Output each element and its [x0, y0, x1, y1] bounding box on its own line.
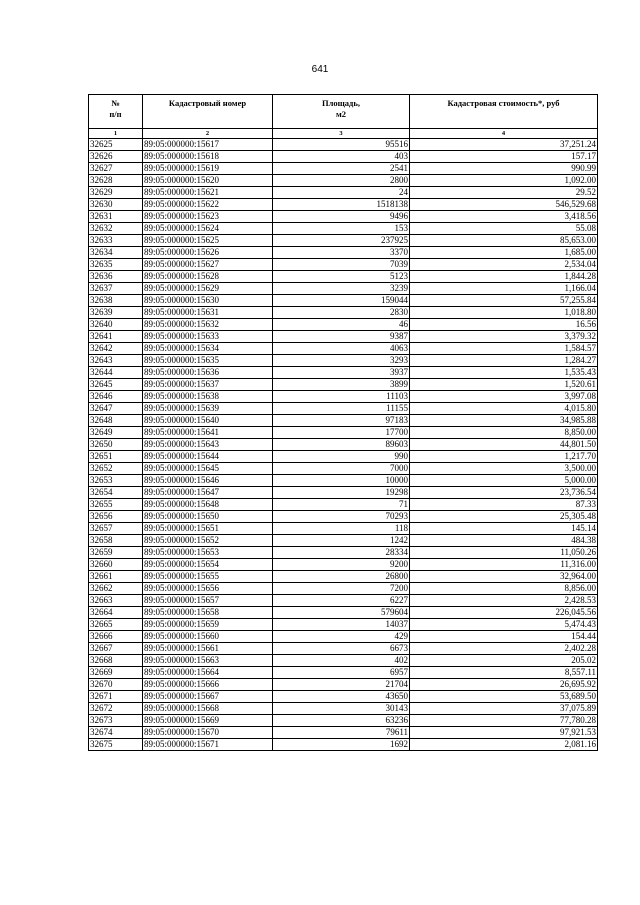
cadastral-value-cell: 1,685.00 — [410, 247, 598, 259]
cadastral-number-cell: 89:05:000000:15655 — [143, 571, 273, 583]
cadastral-number-cell: 89:05:000000:15657 — [143, 595, 273, 607]
row-number-cell: 32630 — [89, 199, 143, 211]
cadastral-value-cell: 16.56 — [410, 319, 598, 331]
table-row — [89, 235, 598, 247]
table-row — [89, 679, 598, 691]
row-number-cell: 32634 — [89, 247, 143, 259]
row-number-cell: 32668 — [89, 655, 143, 667]
row-number-cell: 32649 — [89, 427, 143, 439]
cadastral-value-cell: 154.44 — [410, 631, 598, 643]
cadastral-number-cell: 89:05:000000:15654 — [143, 559, 273, 571]
table-row — [89, 199, 598, 211]
table-header — [89, 95, 598, 139]
row-number-cell: 32673 — [89, 715, 143, 727]
table-row — [89, 511, 598, 523]
row-number-cell: 32637 — [89, 283, 143, 295]
cadastral-value-cell: 3,379.32 — [410, 331, 598, 343]
cadastral-value-cell: 1,092.00 — [410, 175, 598, 187]
cadastral-number-cell: 89:05:000000:15630 — [143, 295, 273, 307]
row-number-cell: 32664 — [89, 607, 143, 619]
cadastral-value-cell: 37,251.24 — [410, 139, 598, 151]
cadastral-value-cell: 23,736.54 — [410, 487, 598, 499]
table-row — [89, 691, 598, 703]
row-number-cell: 32640 — [89, 319, 143, 331]
area-cell: 2800 — [273, 175, 410, 187]
cadastral-value-cell: 3,418.56 — [410, 211, 598, 223]
row-number-cell: 32647 — [89, 403, 143, 415]
cadastral-number-cell: 89:05:000000:15666 — [143, 679, 273, 691]
area-cell: 70293 — [273, 511, 410, 523]
cadastral-value-cell: 5,474.43 — [410, 619, 598, 631]
table-row — [89, 703, 598, 715]
row-number-cell: 32629 — [89, 187, 143, 199]
table-row — [89, 667, 598, 679]
header-cadastral-number-label: Кадастровый номер — [168, 98, 247, 108]
area-cell: 30143 — [273, 703, 410, 715]
area-cell: 7000 — [273, 463, 410, 475]
row-number-cell: 32644 — [89, 367, 143, 379]
cadastral-value-cell: 5,000.00 — [410, 475, 598, 487]
row-number-cell: 32655 — [89, 499, 143, 511]
table-row — [89, 535, 598, 547]
cadastral-number-cell: 89:05:000000:15664 — [143, 667, 273, 679]
cadastral-number-cell: 89:05:000000:15624 — [143, 223, 273, 235]
header-row-number — [89, 95, 143, 129]
row-number-cell: 32667 — [89, 643, 143, 655]
table-row — [89, 463, 598, 475]
area-cell: 159044 — [273, 295, 410, 307]
cadastral-number-cell: 89:05:000000:15640 — [143, 415, 273, 427]
area-cell: 9387 — [273, 331, 410, 343]
header-row — [89, 95, 598, 129]
area-cell: 17700 — [273, 427, 410, 439]
table-row — [89, 727, 598, 739]
table-row — [89, 547, 598, 559]
table-row — [89, 307, 598, 319]
cadastral-number-cell: 89:05:000000:15626 — [143, 247, 273, 259]
cadastral-value-cell: 44,801.50 — [410, 439, 598, 451]
area-cell: 6957 — [273, 667, 410, 679]
cadastral-number-cell: 89:05:000000:15659 — [143, 619, 273, 631]
area-cell: 6673 — [273, 643, 410, 655]
cadastral-number-cell: 89:05:000000:15670 — [143, 727, 273, 739]
row-number-cell: 32674 — [89, 727, 143, 739]
row-number-cell: 32671 — [89, 691, 143, 703]
area-cell: 7039 — [273, 259, 410, 271]
row-number-cell: 32660 — [89, 559, 143, 571]
area-cell: 26800 — [273, 571, 410, 583]
row-number-cell: 32641 — [89, 331, 143, 343]
row-number-cell: 32646 — [89, 391, 143, 403]
cadastral-number-cell: 89:05:000000:15658 — [143, 607, 273, 619]
cadastral-number-cell: 89:05:000000:15653 — [143, 547, 273, 559]
area-cell: 19298 — [273, 487, 410, 499]
area-cell: 4063 — [273, 343, 410, 355]
area-cell: 1242 — [273, 535, 410, 547]
cadastral-number-cell: 89:05:000000:15646 — [143, 475, 273, 487]
cadastral-number-cell: 89:05:000000:15629 — [143, 283, 273, 295]
row-number-cell: 32636 — [89, 271, 143, 283]
column-number-row — [89, 129, 598, 139]
row-number-cell: 32661 — [89, 571, 143, 583]
column-number: 3 — [273, 129, 410, 139]
area-cell: 10000 — [273, 475, 410, 487]
area-cell: 403 — [273, 151, 410, 163]
table-body — [89, 139, 598, 751]
row-number-cell: 32648 — [89, 415, 143, 427]
area-cell: 9200 — [273, 559, 410, 571]
area-cell: 3899 — [273, 379, 410, 391]
cadastral-value-cell: 77,780.28 — [410, 715, 598, 727]
table-row — [89, 343, 598, 355]
cadastral-value-cell: 1,217.70 — [410, 451, 598, 463]
row-number-cell: 32645 — [89, 379, 143, 391]
header-row-number-abbr: п/п — [109, 109, 122, 119]
cadastral-number-cell: 89:05:000000:15639 — [143, 403, 273, 415]
cadastral-value-cell: 990.99 — [410, 163, 598, 175]
row-number-cell: 32650 — [89, 439, 143, 451]
row-number-cell: 32632 — [89, 223, 143, 235]
cadastral-value-cell: 205.02 — [410, 655, 598, 667]
row-number-cell: 32639 — [89, 307, 143, 319]
cadastral-number-cell: 89:05:000000:15643 — [143, 439, 273, 451]
row-number-cell: 32659 — [89, 547, 143, 559]
area-cell: 5123 — [273, 271, 410, 283]
table-row — [89, 223, 598, 235]
area-cell: 3937 — [273, 367, 410, 379]
row-number-cell: 32662 — [89, 583, 143, 595]
cadastral-number-cell: 89:05:000000:15668 — [143, 703, 273, 715]
cadastral-number-cell: 89:05:000000:15633 — [143, 331, 273, 343]
cadastral-number-cell: 89:05:000000:15625 — [143, 235, 273, 247]
table-row — [89, 283, 598, 295]
area-cell: 3239 — [273, 283, 410, 295]
table-row — [89, 523, 598, 535]
row-number-cell: 32635 — [89, 259, 143, 271]
cadastral-number-cell: 89:05:000000:15645 — [143, 463, 273, 475]
cadastral-value-cell: 157.17 — [410, 151, 598, 163]
area-cell: 46 — [273, 319, 410, 331]
table-row — [89, 475, 598, 487]
cadastral-number-cell: 89:05:000000:15619 — [143, 163, 273, 175]
cadastral-number-cell: 89:05:000000:15631 — [143, 307, 273, 319]
cadastral-value-cell: 1,535.43 — [410, 367, 598, 379]
row-number-cell: 32653 — [89, 475, 143, 487]
area-cell: 118 — [273, 523, 410, 535]
table-row — [89, 139, 598, 151]
area-cell: 153 — [273, 223, 410, 235]
cadastral-value-cell: 1,584.57 — [410, 343, 598, 355]
cadastral-value-cell: 1,520.61 — [410, 379, 598, 391]
table-row — [89, 367, 598, 379]
area-cell: 9496 — [273, 211, 410, 223]
cadastral-value-cell: 3,500.00 — [410, 463, 598, 475]
cadastral-value-cell: 87.33 — [410, 499, 598, 511]
cadastral-number-cell: 89:05:000000:15663 — [143, 655, 273, 667]
row-number-cell: 32656 — [89, 511, 143, 523]
area-cell: 429 — [273, 631, 410, 643]
cadastral-number-cell: 89:05:000000:15648 — [143, 499, 273, 511]
area-cell: 89603 — [273, 439, 410, 451]
table-row — [89, 259, 598, 271]
table-row — [89, 151, 598, 163]
cadastral-number-cell: 89:05:000000:15637 — [143, 379, 273, 391]
cadastral-number-cell: 89:05:000000:15647 — [143, 487, 273, 499]
cadastral-value-cell: 11,316.00 — [410, 559, 598, 571]
cadastral-value-cell: 8,557.11 — [410, 667, 598, 679]
column-number: 4 — [410, 129, 598, 139]
table-row — [89, 439, 598, 451]
cadastral-number-cell: 89:05:000000:15671 — [143, 739, 273, 751]
table-row — [89, 595, 598, 607]
area-cell: 2830 — [273, 307, 410, 319]
cadastral-value-cell: 2,081.16 — [410, 739, 598, 751]
header-cadastral-number — [143, 95, 273, 129]
column-number: 2 — [143, 129, 273, 139]
cadastral-number-cell: 89:05:000000:15635 — [143, 355, 273, 367]
header-cadastral-value-label: Кадастровая стоимость*, руб — [447, 98, 560, 108]
cadastral-number-cell: 89:05:000000:15641 — [143, 427, 273, 439]
table-row — [89, 715, 598, 727]
area-cell: 24 — [273, 187, 410, 199]
header-cadastral-value — [410, 95, 598, 129]
cadastral-value-cell: 1,844.28 — [410, 271, 598, 283]
table-row — [89, 319, 598, 331]
table-row — [89, 391, 598, 403]
cadastral-number-cell: 89:05:000000:15628 — [143, 271, 273, 283]
table-row — [89, 643, 598, 655]
area-cell: 97183 — [273, 415, 410, 427]
cadastral-number-cell: 89:05:000000:15620 — [143, 175, 273, 187]
table-row — [89, 619, 598, 631]
area-cell: 43650 — [273, 691, 410, 703]
table-row — [89, 271, 598, 283]
cadastral-value-cell: 2,402.28 — [410, 643, 598, 655]
cadastral-number-cell: 89:05:000000:15667 — [143, 691, 273, 703]
table-row — [89, 451, 598, 463]
cadastral-number-cell: 89:05:000000:15617 — [143, 139, 273, 151]
area-cell: 95516 — [273, 139, 410, 151]
row-number-cell: 32628 — [89, 175, 143, 187]
row-number-cell: 32652 — [89, 463, 143, 475]
row-number-cell: 32638 — [89, 295, 143, 307]
table-row — [89, 571, 598, 583]
area-cell: 14037 — [273, 619, 410, 631]
cadastral-value-cell: 26,695.92 — [410, 679, 598, 691]
row-number-cell: 32665 — [89, 619, 143, 631]
cadastral-value-cell: 37,075.89 — [410, 703, 598, 715]
cadastral-value-cell: 1,018.80 — [410, 307, 598, 319]
table-row — [89, 403, 598, 415]
header-area-label: Площадь, — [322, 98, 360, 108]
row-number-cell: 32658 — [89, 535, 143, 547]
cadastral-value-cell: 25,305.48 — [410, 511, 598, 523]
area-cell: 11155 — [273, 403, 410, 415]
row-number-cell: 32631 — [89, 211, 143, 223]
cadastral-number-cell: 89:05:000000:15623 — [143, 211, 273, 223]
cadastral-number-cell: 89:05:000000:15669 — [143, 715, 273, 727]
table-row — [89, 499, 598, 511]
table-row — [89, 415, 598, 427]
cadastral-value-cell: 1,166.04 — [410, 283, 598, 295]
row-number-cell: 32669 — [89, 667, 143, 679]
cadastral-number-cell: 89:05:000000:15632 — [143, 319, 273, 331]
table-row — [89, 175, 598, 187]
cadastral-number-cell: 89:05:000000:15652 — [143, 535, 273, 547]
area-cell: 579604 — [273, 607, 410, 619]
cadastral-value-cell: 8,856.00 — [410, 583, 598, 595]
cadastral-number-cell: 89:05:000000:15634 — [143, 343, 273, 355]
cadastral-value-cell: 145.14 — [410, 523, 598, 535]
cadastral-value-cell: 1,284.27 — [410, 355, 598, 367]
cadastral-number-cell: 89:05:000000:15622 — [143, 199, 273, 211]
column-number: 1 — [89, 129, 143, 139]
cadastral-table — [88, 94, 598, 751]
table-row — [89, 187, 598, 199]
table-row — [89, 487, 598, 499]
page-number: 641 — [311, 64, 329, 75]
area-cell: 402 — [273, 655, 410, 667]
row-number-cell: 32643 — [89, 355, 143, 367]
table-row — [89, 163, 598, 175]
cadastral-value-cell: 53,689.50 — [410, 691, 598, 703]
table-row — [89, 559, 598, 571]
cadastral-value-cell: 32,964.00 — [410, 571, 598, 583]
cadastral-value-cell: 57,255.84 — [410, 295, 598, 307]
area-cell: 71 — [273, 499, 410, 511]
table-row — [89, 631, 598, 643]
cadastral-number-cell: 89:05:000000:15650 — [143, 511, 273, 523]
cadastral-value-cell: 29.52 — [410, 187, 598, 199]
area-cell: 1518138 — [273, 199, 410, 211]
row-number-cell: 32663 — [89, 595, 143, 607]
cadastral-number-cell: 89:05:000000:15618 — [143, 151, 273, 163]
table-row — [89, 607, 598, 619]
cadastral-value-cell: 2,428.53 — [410, 595, 598, 607]
area-cell: 63236 — [273, 715, 410, 727]
table-row — [89, 331, 598, 343]
cadastral-value-cell: 3,997.08 — [410, 391, 598, 403]
header-area-unit: м2 — [335, 109, 347, 119]
table-row — [89, 247, 598, 259]
cadastral-value-cell: 484.38 — [410, 535, 598, 547]
area-cell: 21704 — [273, 679, 410, 691]
cadastral-value-cell: 85,653.00 — [410, 235, 598, 247]
area-cell: 3370 — [273, 247, 410, 259]
cadastral-value-cell: 546,529.68 — [410, 199, 598, 211]
table-row — [89, 739, 598, 751]
area-cell: 79611 — [273, 727, 410, 739]
table-row — [89, 379, 598, 391]
row-number-cell: 32651 — [89, 451, 143, 463]
cadastral-value-cell: 11,050.26 — [410, 547, 598, 559]
row-number-cell: 32627 — [89, 163, 143, 175]
cadastral-value-cell: 2,534.04 — [410, 259, 598, 271]
cadastral-number-cell: 89:05:000000:15621 — [143, 187, 273, 199]
cadastral-number-cell: 89:05:000000:15661 — [143, 643, 273, 655]
cadastral-number-cell: 89:05:000000:15627 — [143, 259, 273, 271]
cadastral-value-cell: 226,045.56 — [410, 607, 598, 619]
area-cell: 7200 — [273, 583, 410, 595]
area-cell: 990 — [273, 451, 410, 463]
row-number-cell: 32633 — [89, 235, 143, 247]
table-row — [89, 211, 598, 223]
table-row — [89, 655, 598, 667]
row-number-cell: 32642 — [89, 343, 143, 355]
cadastral-number-cell: 89:05:000000:15636 — [143, 367, 273, 379]
cadastral-number-cell: 89:05:000000:15651 — [143, 523, 273, 535]
area-cell: 3293 — [273, 355, 410, 367]
row-number-cell: 32672 — [89, 703, 143, 715]
area-cell: 11103 — [273, 391, 410, 403]
row-number-cell: 32626 — [89, 151, 143, 163]
cadastral-value-cell: 55.08 — [410, 223, 598, 235]
cadastral-value-cell: 97,921.53 — [410, 727, 598, 739]
cadastral-value-cell: 4,015.80 — [410, 403, 598, 415]
cadastral-number-cell: 89:05:000000:15656 — [143, 583, 273, 595]
table-row — [89, 427, 598, 439]
table-row — [89, 295, 598, 307]
area-cell: 1692 — [273, 739, 410, 751]
cadastral-value-cell: 8,850.00 — [410, 427, 598, 439]
table-row — [89, 583, 598, 595]
header-area — [273, 95, 410, 129]
row-number-cell: 32657 — [89, 523, 143, 535]
row-number-cell: 32654 — [89, 487, 143, 499]
area-cell: 237925 — [273, 235, 410, 247]
cadastral-number-cell: 89:05:000000:15644 — [143, 451, 273, 463]
row-number-cell: 32670 — [89, 679, 143, 691]
header-row-number-symbol: № — [111, 98, 120, 108]
cadastral-number-cell: 89:05:000000:15638 — [143, 391, 273, 403]
row-number-cell: 32666 — [89, 631, 143, 643]
row-number-cell: 32675 — [89, 739, 143, 751]
area-cell: 28334 — [273, 547, 410, 559]
row-number-cell: 32625 — [89, 139, 143, 151]
table-row — [89, 355, 598, 367]
area-cell: 6227 — [273, 595, 410, 607]
cadastral-number-cell: 89:05:000000:15660 — [143, 631, 273, 643]
cadastral-value-cell: 34,985.88 — [410, 415, 598, 427]
area-cell: 2541 — [273, 163, 410, 175]
